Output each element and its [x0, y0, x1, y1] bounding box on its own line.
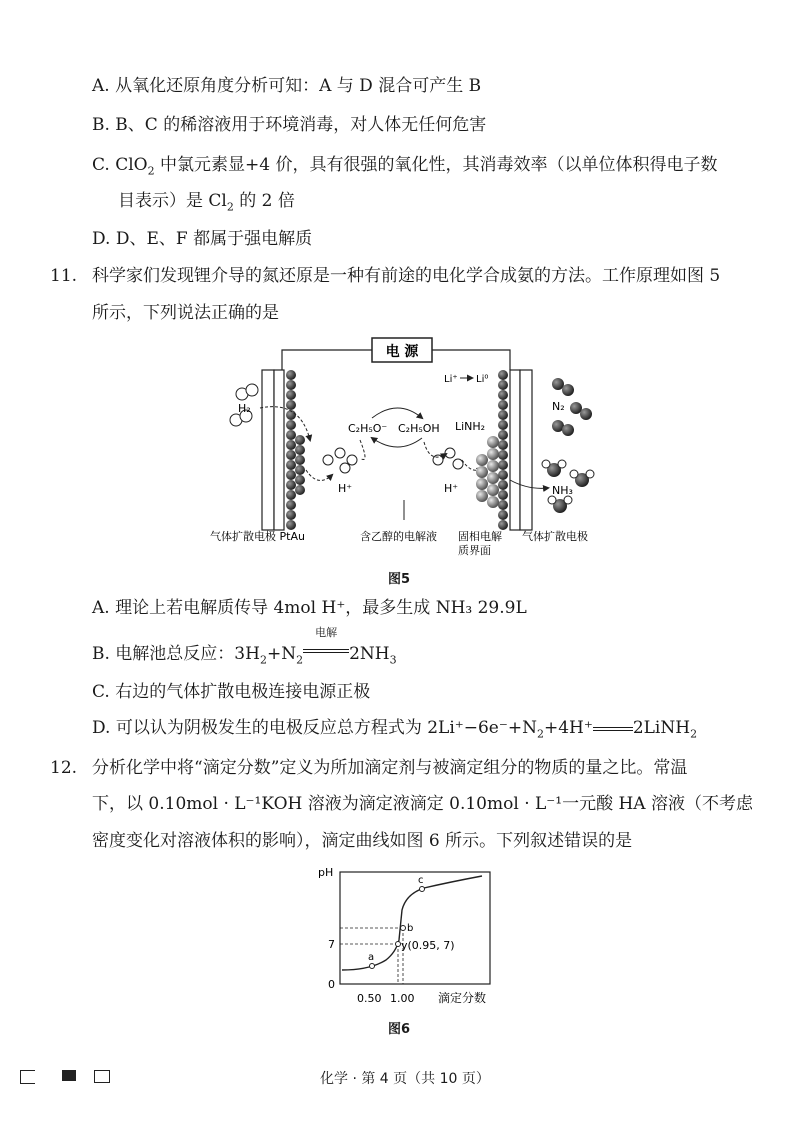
x-tick-050: 0.50 [357, 992, 382, 1005]
electrolysis-condition-sign [303, 626, 349, 659]
left-electrode-particles [286, 370, 305, 530]
q11-stem-line1: 科学家们发现锂介导的氮还原是一种有前途的电化学合成氨的方法。工作原理如图 5 [92, 266, 721, 286]
q12-stem-line1: 分析化学中将“滴定分数”定义为所加滴定剂与被滴定组分的物质的量之比。常温 [92, 758, 688, 778]
point-y-label: y(0.95, 7) [401, 939, 455, 952]
label-solid-interface-2: 质界面 [458, 544, 491, 557]
h-plus-left-ions [323, 448, 357, 473]
x-axis-label: 滴定分数 [438, 991, 487, 1005]
h-plus-right-ions [433, 448, 463, 469]
q11-number: 11. [50, 266, 78, 286]
figure-6-caption: 图6 [388, 1022, 411, 1037]
q11-stem-line2: 所示，下列说法正确的是 [92, 303, 279, 323]
point-y-marker [396, 942, 401, 947]
q12-stem-line2: 下，以 0.10mol · L⁻¹KOH 溶液为滴定液滴定 0.10mol · L⁻¹一元酸 HA 溶液（不考虑 [92, 794, 753, 814]
figure-5-diagram [200, 330, 620, 560]
label-solid-interface-1: 固相电解 [458, 530, 502, 543]
footer-mark-open [20, 1070, 35, 1084]
q10-option-c-line2: 目表示）是 $Cl_2$ 的 2 倍 [118, 191, 295, 214]
q12-number: 12. [50, 758, 78, 778]
equals-sign [593, 727, 633, 731]
h2-label: H₂ [238, 402, 251, 415]
footer-mark-filled [62, 1070, 76, 1081]
h-plus-left-label: H⁺ [338, 482, 353, 495]
point-c-marker [420, 887, 425, 892]
figure-6-chart [300, 860, 500, 1010]
q11-d-text-a: D. 可以认为阴极发生的电极反应总方程式为 2Li⁺−6e⁻+N [92, 718, 537, 738]
y-axis-label: pH [318, 866, 334, 879]
x-tick-100: 1.00 [390, 992, 415, 1005]
q12-stem-line3: 密度变化对溶液体积的影响），滴定曲线如图 6 所示。下列叙述错误的是 [92, 831, 633, 851]
q11-d-text-c: 2LiNH [632, 718, 691, 738]
linh2-label: LiNH₂ [455, 420, 486, 433]
h-plus-right-label: H⁺ [444, 482, 459, 495]
label-right-electrode: 气体扩散电极 [522, 530, 588, 543]
point-c-label: c [418, 875, 424, 886]
label-electrolyte: 含乙醇的电解液 [360, 530, 437, 543]
y-tick-7: 7 [328, 938, 335, 951]
q10-c-text-b: 中氯元素显+4 价，具有很强的氧化性，其消毒效率（以单位体积得电子数 [160, 155, 718, 175]
li-zero-label: Li⁰ [476, 374, 489, 385]
q10-option-b: B. B、C 的稀溶液用于环境消毒，对人体无任何危害 [92, 115, 487, 135]
point-b-label: b [407, 923, 414, 934]
footer-mark-empty [94, 1070, 110, 1083]
point-a-label: a [368, 952, 375, 963]
origin-label: 0 [328, 978, 335, 991]
point-b-marker [401, 926, 406, 931]
q11-d-text-b: +4H⁺ [543, 718, 593, 738]
q11-option-c: C. 右边的气体扩散电极连接电源正极 [92, 682, 371, 702]
q11-b-text-a: B. 电解池总反应：3H [92, 644, 260, 664]
nh3-label: NH₃ [552, 484, 573, 497]
power-source-label: 电 源 [385, 344, 419, 360]
ethanol-label: C₂H₅OH [398, 422, 440, 435]
q10-option-c-line1: C. ClO$_2$ 中氯元素显+4 价，具有很强的氧化性，其消毒效率（以单位体积得电子数 [92, 155, 718, 178]
page-footer: 化学 · 第 4 页（共 10 页） [320, 1071, 490, 1087]
q11-b-text-b: +N [266, 644, 297, 664]
q10-c-text-c: 目表示）是 Cl [118, 191, 227, 211]
electrolysis-condition-label: 电解 [315, 626, 338, 639]
q10-option-d: D. D、E、F 都属于强电解质 [92, 229, 313, 249]
q11-option-a: A. 理论上若电解质传导 4mol H⁺，最多生成 NH₃ 29.9L [92, 598, 527, 618]
q11-b-text-c: 2NH [349, 644, 390, 664]
q10-c-text-a: C. ClO [92, 155, 148, 175]
li-plus-label: Li⁺ [444, 374, 458, 385]
q11-option-b: B. 电解池总反应：$3H_2+N_2$ 电解 $2NH_3$ [92, 626, 397, 667]
point-a-marker [370, 964, 375, 969]
figure-5-caption: 图5 [388, 572, 411, 587]
right-electrode-particles [476, 370, 508, 530]
q10-c-text-d: 的 2 倍 [239, 191, 295, 211]
ethoxide-label: C₂H₅O⁻ [348, 422, 388, 435]
q11-option-d: D. 可以认为阴极发生的电极反应总方程式为 $2Li^+-6e^-+N_2+4H^+$ 2LiNH$_2$ [92, 718, 698, 741]
q10-option-a: A. 从氧化还原角度分析可知：A 与 D 混合可产生 B [92, 76, 482, 96]
label-left-electrode: 气体扩散电极 PtAu [210, 530, 305, 543]
n2-label: N₂ [552, 400, 565, 413]
